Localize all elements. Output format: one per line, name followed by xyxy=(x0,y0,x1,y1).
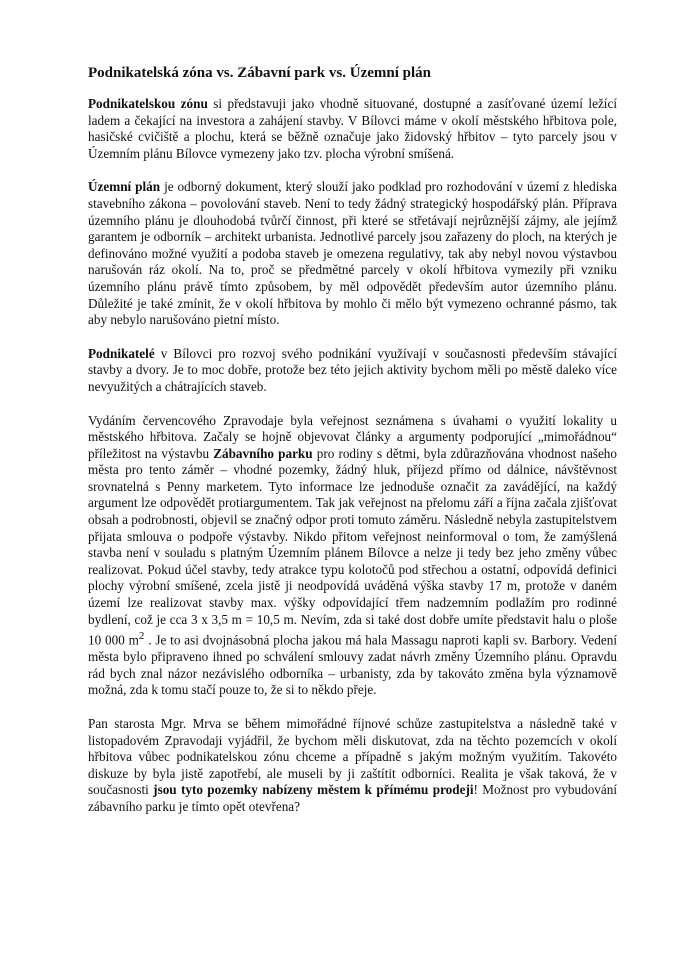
paragraph-amusement-park xyxy=(88,413,617,699)
term-podnikatele: Podnikatelé xyxy=(88,345,155,361)
paragraph-text: pro rodiny s dětmi, byla zdůrazňována vhodnost našeho města pro tento záměr – vhodné pozemky, žádný hluk, příjezd přímo od dálnice, návštěvnost srovnatelná s Penny marketem. Tyto informace lze jednoduše označit za zavádějící, na každý argument lze odpovědět protiargumentem. Tak jak veřejnost na přelomu září a října začala zjišťovat obsah a podrobnosti, objevil se značný odpor proti tomuto záměru. Následně nebyla zastupitelstvem přijata smlouva o podpoře výstavby. Nikdo přitom veřejnost neinformoval o tom, že zamýšlená stavba není v souladu s platným Územním plánem Bílovce a nelze ji tedy bez jeho změny vůbec realizovat. Pokud účel stavby, tedy atrakce typu kolotočů pod střechou a ostatní, odpovídá definici plochy výrobní smíšené, zcela jistě ji neodpovídá uváděná výška stavby 17 m, protože v daném území lze realizovat stavby max. výšky odpovídající třem nadzemním podlažím pro rodinné bydlení, což je cca 3 x 3,5 m = 10,5 m. Nevím, zda si také dost dobře umíte představit halu o ploše 10 000 m xyxy=(88,445,617,648)
paragraph-text: . Je to asi dvojnásobná plocha jakou má hala Massagu naproti kapli sv. Barbory. Vedení města bylo připraveno ihned po schválení smlouvy zadat návrh změny Územního plánu. Opravdu rád bych znal názor nezávislého odborníka – urbanisty, zda by takováto změna byla významově možná, zda k tomu stačí pouze to, že si to někdo přeje. xyxy=(88,632,617,698)
term-zabavni-park: Zábavního parku xyxy=(213,445,313,461)
emphasis-land-offered: jsou tyto pozemky nabízeny městem k přímému prodeji xyxy=(153,782,474,798)
paragraph-text: Vydáním červencového Zpravodaje byla veřejnost seznámena s úvahami o využití lokality u městského hřbitova. Začaly se hojně objevovat články a argumenty podporující „mimořádnou“ příležitost na výstavbu xyxy=(88,412,617,461)
term-podnikatelska-zona: Podnikatelskou zónu xyxy=(88,96,208,111)
paragraph-mayor xyxy=(88,716,617,816)
paragraph-entrepreneurs xyxy=(88,346,617,396)
document-title: Podnikatelská zóna vs. Zábavní park vs. Územní plán xyxy=(88,65,431,81)
paragraph-text: v Bílovci pro rozvoj svého podnikání využívají v současnosti především stávající stavby a dvory. Je to moc dobře, protože bez této jejich aktivity bychom měli po městě daleko více nevyužitých a chátrajících staveb. xyxy=(88,345,617,394)
paragraph-zoning-plan xyxy=(88,179,617,328)
paragraph-text: si představuji jako vhodně situované, dostupné a zasíťované území ležící ladem a čekající na investora a zahájení stavby. V Bílovci máme v okolí městského hřbitova pole, hasičské cvičiště a plochu, která se běžně označuje jako židovský hřbitov – tyto parcely jsou v Územním plánu Bílovce vymezeny jako tzv. plocha výrobní smíšená. xyxy=(88,96,617,161)
paragraph-business-zone xyxy=(88,96,617,162)
paragraph-text: ! Možnost pro vybudování zábavního parku je tímto opět otevřena? xyxy=(88,782,617,814)
term-uzemni-plan: Územní plán xyxy=(88,179,161,195)
superscript: 2 xyxy=(138,630,145,643)
paragraph-text: je odborný dokument, který slouží jako podklad pro rozhodování v území z hlediska stavebního zákona – povolování staveb. Není to tedy žádný strategický hospodářský plán. Příprava územního plánu je dlouhodobá tvůrčí činnost, při které se střetávají nejrůznější zájmy, ale jejímž garantem je odborník – architekt urbanista. Jednotlivé parcely jsou zařazeny do ploch, na kterých je definováno možné využití a podoba staveb je omezena regulativy, tak aby nebyl novou výstavbou narušován ráz okolí. Na to, proč se předmětné parcely v okolí hřbitova vymezily při vzniku územního plánu právě tímto způsobem, by měl odpovědět především autor územního plánu. Důležité je také zmínit, že v okolí hřbitova by mohlo či mělo být vymezeno ochranné pásmo, tak aby nebylo narušováno pietní místo. xyxy=(88,179,617,328)
paragraph-text: Pan starosta Mgr. Mrva se během mimořádné říjnové schůze zastupitelstva a následně také v listopadovém Zpravodaji vyjádřil, že bychom měli diskutovat, zda na těchto pozemcích v okolí hřbitova vůbec podnikatelskou zónu chceme a případně s jakým možným využitím. Takovéto diskuze by byla jistě zapotřebí, ale museli by ji zaštítit odborníci. Realita je však taková, že v současnosti xyxy=(88,715,617,798)
